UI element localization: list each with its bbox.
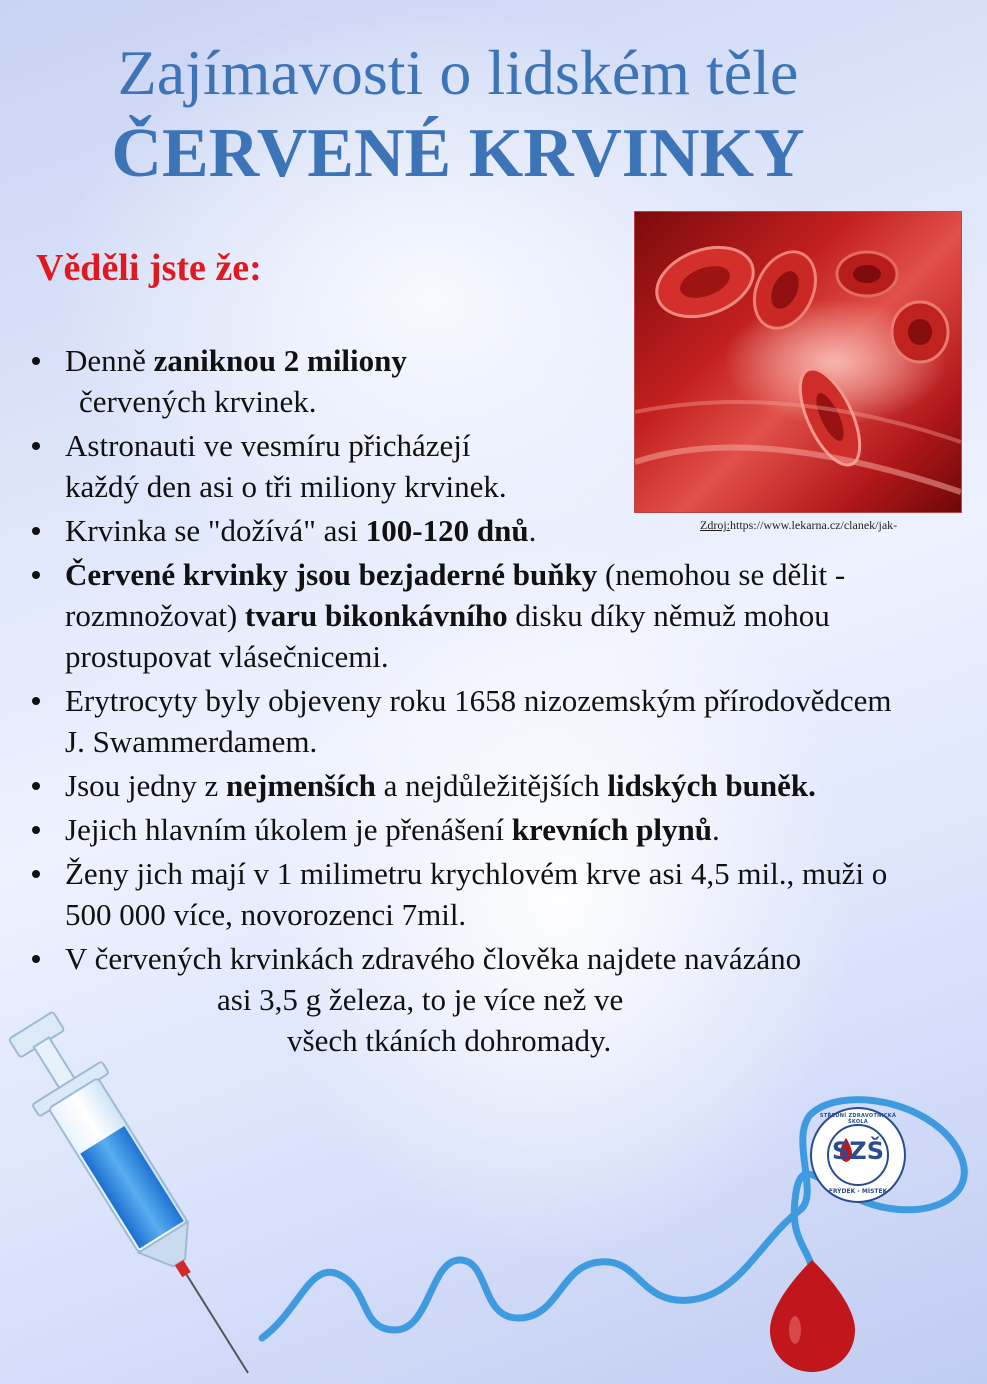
logo-ring-bottom: FRÝDEK - MÍSTEK	[828, 1188, 888, 1195]
fact-continuation: asi 3,5 g železa, to je více než ve	[217, 982, 624, 1017]
fact-text: (nemohou se dělit - rozmnožovat)	[65, 557, 846, 633]
fact-text: Ženy jich mají v 1 milimetru krychlovém krve asi 4,5 mil., muži o 500 000 více, novorozenci 7mil.	[65, 856, 888, 932]
fact-text: V červených krvinkách zdravého člověka najdete navázáno	[65, 941, 802, 976]
fact-bold-text: nejmenších	[226, 768, 376, 803]
blood-drop-icon	[770, 1260, 855, 1372]
fact-bold-text: krevních plynů	[511, 812, 712, 847]
source-label: Zdroj:	[700, 518, 730, 532]
logo-ring-top: STŘEDNÍ ZDRAVOTNICKÁ ŠKOLA	[819, 1113, 897, 1125]
title-line-2: ČERVENÉ KRVINKY	[111, 115, 805, 192]
fact-text: Jsou jedny z	[65, 768, 227, 803]
fact-text: Jejich hlavním úkolem je přenášení	[65, 812, 512, 847]
intro-heading: Věděli jste že:	[36, 247, 262, 289]
fact-text: .	[711, 812, 720, 847]
fact-continuation: každý den asi o tři miliony krvinek.	[65, 469, 507, 504]
title-line-1: Zajímavosti o lidském těle	[117, 37, 799, 108]
fact-bold-text: zaniknou 2 miliony	[153, 343, 407, 378]
fact-bold-text: lidských buněk.	[607, 768, 816, 803]
fact-continuation: všech tkáních dohromady.	[287, 1023, 612, 1058]
source-url[interactable]: https://www.lekarna.cz/clanek/jak-	[730, 518, 898, 532]
fact-text: Astronauti ve vesmíru přicházejí	[65, 428, 471, 463]
fact-text: Erytrocyty byly objeveny roku 1658 nizozemským přírodovědcem J. Swammerdamem.	[65, 683, 892, 759]
fact-bold-text: Červené krvinky jsou bezjaderné buňky	[65, 557, 598, 592]
fact-text: a nejdůležitějších	[375, 768, 608, 803]
logo-monogram: SZŠ	[832, 1137, 884, 1165]
fact-text: Denně	[65, 343, 154, 378]
fact-text: disku díky němuž mohou prostupovat vlásečnicemi.	[65, 598, 830, 674]
fact-text: Krvinka se "dožívá" asi	[65, 513, 366, 548]
fact-bold-text: tvaru bikonkávního	[244, 598, 508, 633]
fact-continuation: červených krvinek.	[79, 384, 317, 419]
fact-text: .	[528, 513, 537, 548]
fact-bold-text: 100-120 dnů	[365, 513, 529, 548]
